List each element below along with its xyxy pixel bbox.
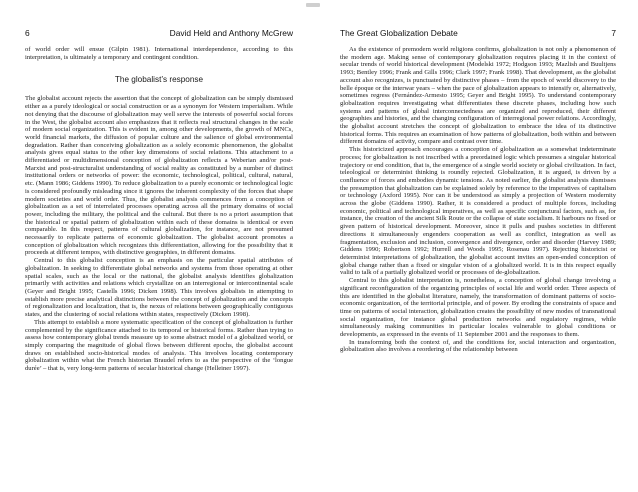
right-page-header <box>340 28 616 40</box>
paragraph: Central to this globalist interpretation is, nonetheless, a conception of global change involving a significant reconfiguration of the organizing principles of social life and world order. Three aspects of this are identified in the globalist literature, namely, the transformation of dominant patterns of socio-economic organization, of the territorial principle, and of power. By eroding the constraints of space and time on patterns of social interaction, globalization creates the possibility of new modes of transnational social organization, for instance global production networks and regulatory regimes, while simultaneously making communities in particular locales vulnerable to global conditions or developments, as expressed in the events of 11 September 2001 and the responses to them. <box>340 277 616 339</box>
paragraph: The globalist account rejects the assertion that the concept of globalization can be simply dismissed either as a purely ideological or social construction or as a synonym for Western imperialism. While not denying that the discourse of globalization may well serve the interests of powerful social forces in the West, the globalist account also emphasizes that it reflects real structural changes in the scale of modern social organization. This is evident in, among other developments, the growth of MNCs, world financial markets, the diffusion of popular culture and the salience of global environmental degradation. Rather than conceiving globalization as a solely economic phenomenon, the globalist analysis gives equal status to the other key dimensions of social relations. This attachment to a differentiated or multidimensional conception of globalization reflects a Weberian and/or post-Marxist and post-structuralist understanding of social reality as constituted by a number of distinct institutional orders or networks of power: the economic, technological, political, cultural, natural, etc. (Mann 1986; Giddens 1990). To reduce globalization to a purely economic or technological logic is considered profoundly misleading since it ignores the inherent complexity of the forces that shape modern societies and world order. Thus, the globalist analysis commences from a conception of globalization as a set of interrelated processes operating across all the primary domains of social power, including the military, the political and the cultural. But there is no a priori assumption that the historical or spatial pattern of globalization within each of these domains is identical or even comparable. In this respect, patterns of cultural globalization, for instance, are not presumed necessarily to replicate patterns of economic globalization. The globalist account promotes a conception of globalization which recognizes this differentiation, allowing for the possibility that it proceeds at different tempos, with distinctive geographies, in different domains. <box>25 95 293 257</box>
paragraph: As the existence of premodern world religions confirms, globalization is not only a phenomenon of the modern age. Making sense of contemporary globalization requires placing it in the context of secular trends of world historical development (Modelski 1972; Hodgson 1993; Mazlish and Buultjens 1993; Bentley 1996; Frank and Gills 1996; Clark 1997; Frank 1998). That development, as the globalist account also recognizes, is punctuated by distinctive phases – from the epoch of world discovery to the belle époque or the interwar years – when the pace of globalization appears to intensify or, alternatively, sometimes regress (Fernández-Armesto 1995; Geyer and Bright 1995). To understand contemporary globalization requires investigating what differentiates these discrete phases, including how such systems and patterns of global interconnectedness are organized and reproduced, their different geographies and histories, and the changing configuration of interregional power relations. Accordingly, the globalist account stretches the concept of globalization to embrace the idea of its distinctive historical forms. This requires an examination of how patterns of globalization, both within and between different domains of activity, compare and contrast over time. <box>340 46 616 146</box>
paragraph: In transforming both the context of, and the conditions for, social interaction and organization, globalization also involves a reordering of the relationship between <box>340 338 616 354</box>
paragraph: Central to this globalist conception is an emphasis on the particular spatial attributes of globalization. In seeking to differentiate global networks and systems from those operating at other spatial scales, such as the local or the national, the globalist analysis identifies globalization primarily with activities and relations which crystallize on an interregional or intercontinental scale (Geyer and Bright 1995; Castells 1996; Dicken 1998). This involves globalists in attempting to establish more precise analytical distinctions between the concept of globalization and the concepts of regionalization and localization, that is, the nexus of relations between geographically contiguous states, and the clustering of social relations within states, respectively (Dicken 1998). <box>25 257 293 319</box>
right-running-head: The Great Globalization Debate <box>340 28 458 38</box>
paragraph: This attempt to establish a more systematic specification of the concept of globalization is further complemented by the significance attached to its temporal or historical forms. Rather than trying to assess how contemporary global trends measure up to some abstract model of a globalized world, or simply comparing the magnitude of global flows between different epochs, the globalist account draws on established socio-historical modes of analysis. This involves locating contemporary globalization within what the French historian Braudel refers to as the perspective of the ‘longue durée’ – that is, very long-term patterns of secular historical change (Helleiner 1997). <box>25 318 293 373</box>
left-page-header <box>25 28 293 40</box>
intro-paragraph: of world order will ensue (Gilpin 1981). International interdependence, according to this interpretation, is ultimately a temporary and contingent condition. <box>25 46 293 61</box>
right-page-number: 7 <box>611 28 616 38</box>
left-page <box>0 0 318 492</box>
paragraph: This historicized approach encourages a conception of globalization as a somewhat indeterminate process; for globalization is not inscribed with a preordained logic which presumes a singular historical trajectory or end condition, that is, the emergence of a single world society or global civilization. In fact, teleological or determinist thinking is roundly rejected. Globalization, it is argued, is driven by a confluence of forces and embodies dynamic tensions. As noted earlier, the globalist analysis dismisses the presumption that globalization can be explained solely by reference to the imperatives of capitalism or technology (Axford 1995). Nor can it be understood as simply a projection of Western modernity across the globe (Giddens 1990). Rather, it is considered a product of multiple forces, including economic, political and technological imperatives, as well as specific conjunctural factors, such as, for instance, the creation of the ancient Silk Route or the collapse of state socialism. It harbours no fixed or given pattern of historical development. Moreover, since it pulls and pushes societies in different directions it simultaneously engenders cooperation as well as conflict, integration as well as fragmentation, exclusion and inclusion, convergence and divergence, order and disorder (Harvey 1989; Giddens 1990; Robertson 1992; Hurrell and Woods 1995; Rosenau 1997). Rejecting historicist or determinist interpretations of globalization, the globalist account invites an open-ended conception of global change rather than a fixed or singular vision of a globalized world. It is in this respect equally valid to talk of a partially globalized world or processes of de-globalization. <box>340 146 616 277</box>
left-page-body <box>25 46 293 373</box>
left-running-head: David Held and Anthony McGrew <box>169 28 293 38</box>
section-heading: The globalist’s response <box>114 75 204 85</box>
right-page-body <box>340 46 616 354</box>
left-page-number: 6 <box>25 28 30 38</box>
right-page <box>320 0 638 492</box>
